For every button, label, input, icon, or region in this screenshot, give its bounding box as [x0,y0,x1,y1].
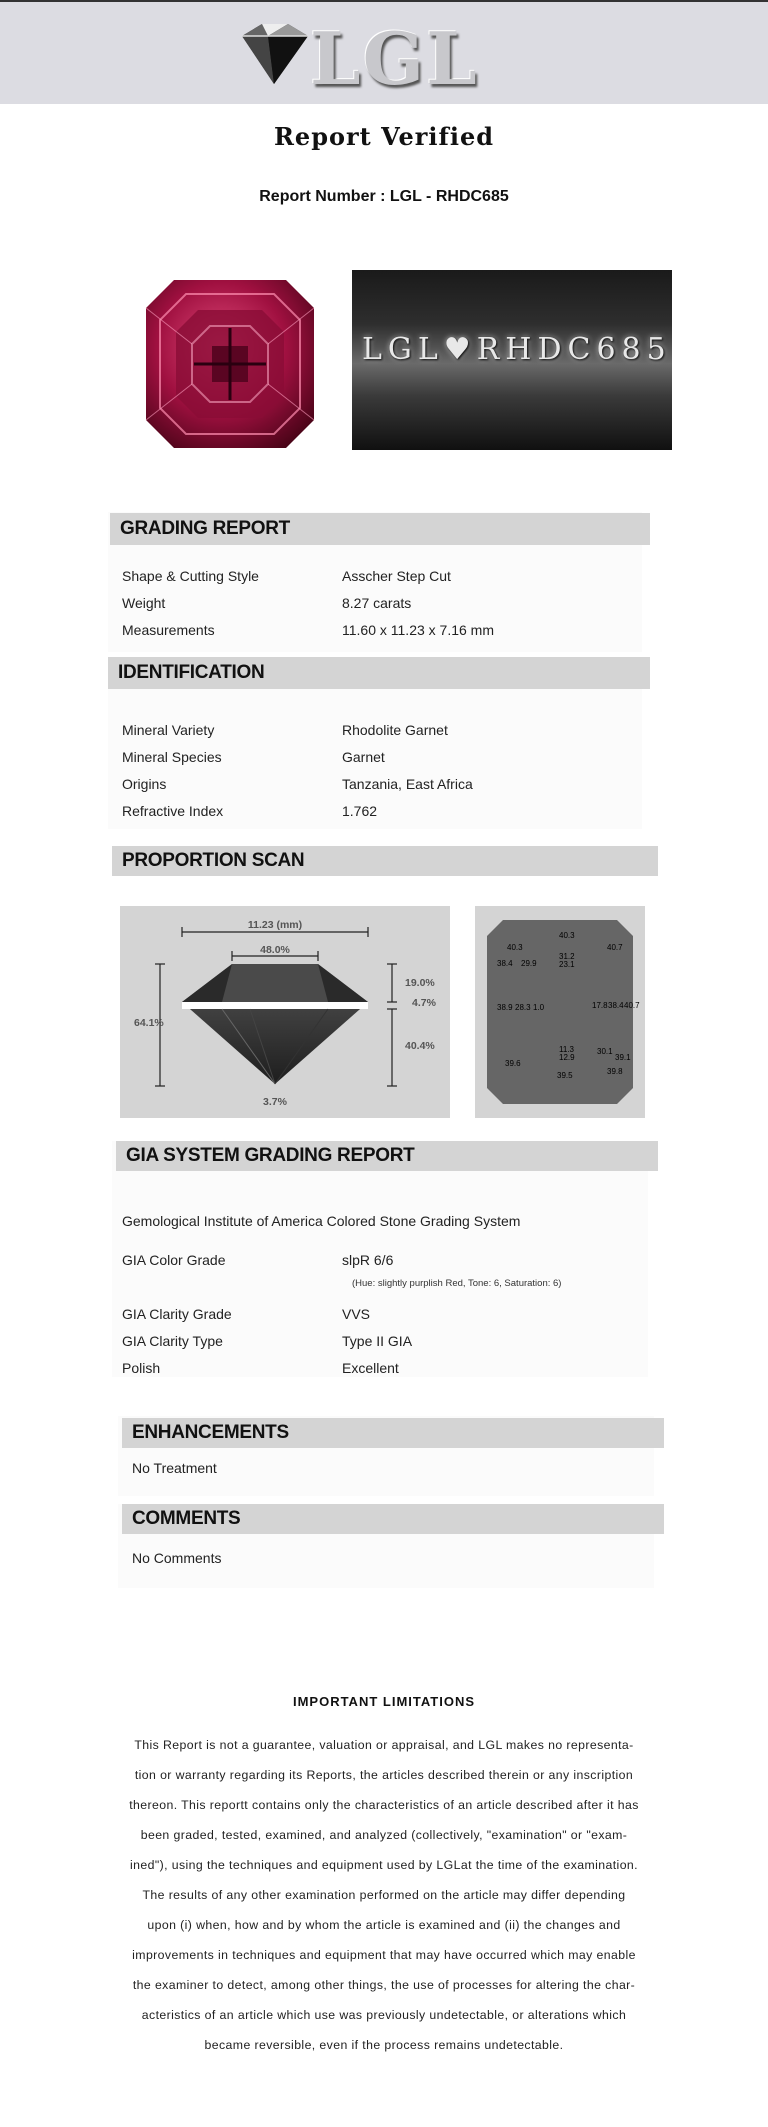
table-label: 48.0% [260,944,290,956]
diamond-icon [232,20,312,90]
row-label: Measurements [122,622,215,638]
row-label: GIA Clarity Type [122,1333,223,1349]
top-value: 40.7 [607,943,623,952]
top-value: 28.3 [515,1003,531,1012]
inscription-text: LGL♥RHDC685 [362,332,672,367]
row-label: Mineral Variety [122,722,215,738]
top-view-diagram [475,906,645,1118]
top-value: 31.2 [559,952,575,961]
comments-text: No Comments [132,1550,222,1566]
top-value: 40.3 [507,943,523,952]
enhancements-heading: ENHANCEMENTS [122,1418,664,1448]
width-label: 11.23 (mm) [247,919,303,931]
row-value: Tanzania, East Africa [342,776,473,792]
gia-row [122,1306,642,1324]
identification-heading: IDENTIFICATION [108,657,650,689]
row-value: Garnet [342,749,385,765]
total-depth-label: 64.1% [134,1017,164,1029]
limitations-line: tion or warranty regarding its Reports, the articles described therein or any inscription [134,1768,634,1782]
limitations-line: became reversible, even if the process remains undetectable. [204,2038,564,2052]
lgl-logo [232,14,492,101]
limitations-line: This Report is not a guarantee, valuation or appraisal, and LGL makes no representa- [134,1738,634,1752]
top-value: 39.1 [615,1053,631,1062]
gia-row [122,1360,642,1378]
row-value: Asscher Step Cut [342,568,451,584]
row-label: Weight [122,595,166,611]
culet-label: 3.7% [263,1096,287,1108]
limitations-line: acteristics of an article which use was previously undetectable, or alterations which [141,2008,627,2022]
row-label: GIA Color Grade [122,1252,226,1268]
inscription-photo [352,270,672,450]
limitations-line: improvements in techniques and equipment that may have occurred which may enable [132,1948,636,1962]
top-value: 1.0 [533,1003,545,1012]
logo-text: LGL [310,16,479,101]
limitations-heading: IMPORTANT LIMITATIONS [292,1694,476,1709]
grading-row [122,595,642,613]
top-value: 29.9 [521,959,537,968]
row-label: Refractive Index [122,803,224,819]
proportion-scan-heading: PROPORTION SCAN [112,846,658,876]
limitations-line: ined"), using the techniques and equipment used by LGLat the time of the examination. [129,1858,638,1872]
grading-report-heading: GRADING REPORT [110,513,650,545]
page-title: Report Verified [273,122,495,151]
identification-row [122,776,642,794]
top-value: 38.4 [608,1001,624,1010]
gia-color-row [122,1252,642,1270]
row-value: Excellent [342,1360,399,1376]
top-value: 40.3 [559,931,575,940]
grading-row [122,568,642,586]
grading-row [122,622,642,640]
row-value: Rhodolite Garnet [342,722,448,738]
row-value: 8.27 carats [342,595,412,611]
top-value: 38.4 [497,959,513,968]
row-value: Type II GIA [342,1333,413,1349]
row-value: 11.60 x 11.23 x 7.16 mm [342,622,495,638]
gia-system: Gemological Institute of America Colored Stone Grading System [122,1213,521,1229]
report-number: Report Number : LGL - RHDC685 [259,188,509,205]
top-value: 40.7 [624,1001,640,1010]
identification-row [122,803,642,821]
limitations-line: been graded, tested, examined, and analyzed (collectively, "examination" or "exam- [140,1828,628,1842]
top-value: 23.1 [559,960,575,969]
comments-heading: COMMENTS [122,1504,664,1534]
girdle-label: 4.7% [412,997,436,1009]
top-value: 39.5 [557,1071,573,1080]
gia-heading: GIA SYSTEM GRADING REPORT [116,1141,658,1171]
identification-row [122,722,642,740]
color-note: (Hue: slightly purplish Red, Tone: 6, Saturation: 6) [352,1278,562,1289]
row-label: Shape & Cutting Style [122,568,259,584]
enhancements-text: No Treatment [132,1460,217,1476]
top-value: 39.8 [607,1067,623,1076]
row-value: slpR 6/6 [342,1252,394,1268]
row-label: Origins [122,776,167,792]
side-profile-diagram [120,906,450,1118]
identification-row [122,749,642,767]
top-value: 38.9 [497,1003,513,1012]
limitations-line: the examiner to detect, among other things, the use of processes for altering the char- [132,1978,636,1992]
top-value: 11.3 [559,1045,574,1054]
limitations-line: thereon. This reportt contains only the characteristics of an article described after it has [129,1798,639,1812]
row-label: Polish [122,1360,161,1376]
gemstone-photo [134,268,326,460]
row-label: Mineral Species [122,749,222,765]
limitations-line: The results of any other examination performed on the article may differ depending [142,1888,626,1902]
top-value: 30.1 [597,1047,613,1056]
row-value: VVS [342,1306,371,1322]
limitations-line: upon (i) when, how and by whom the article is examined and (ii) the changes and [147,1918,621,1932]
top-value: 17.8 [592,1001,608,1010]
crown-label: 19.0% [405,977,435,989]
top-value: 39.6 [505,1059,521,1068]
pavilion-label: 40.4% [405,1040,435,1052]
top-value: 12.9 [559,1053,575,1062]
gia-row [122,1333,642,1351]
row-value: 1.762 [342,803,378,819]
row-label: GIA Clarity Grade [122,1306,232,1322]
